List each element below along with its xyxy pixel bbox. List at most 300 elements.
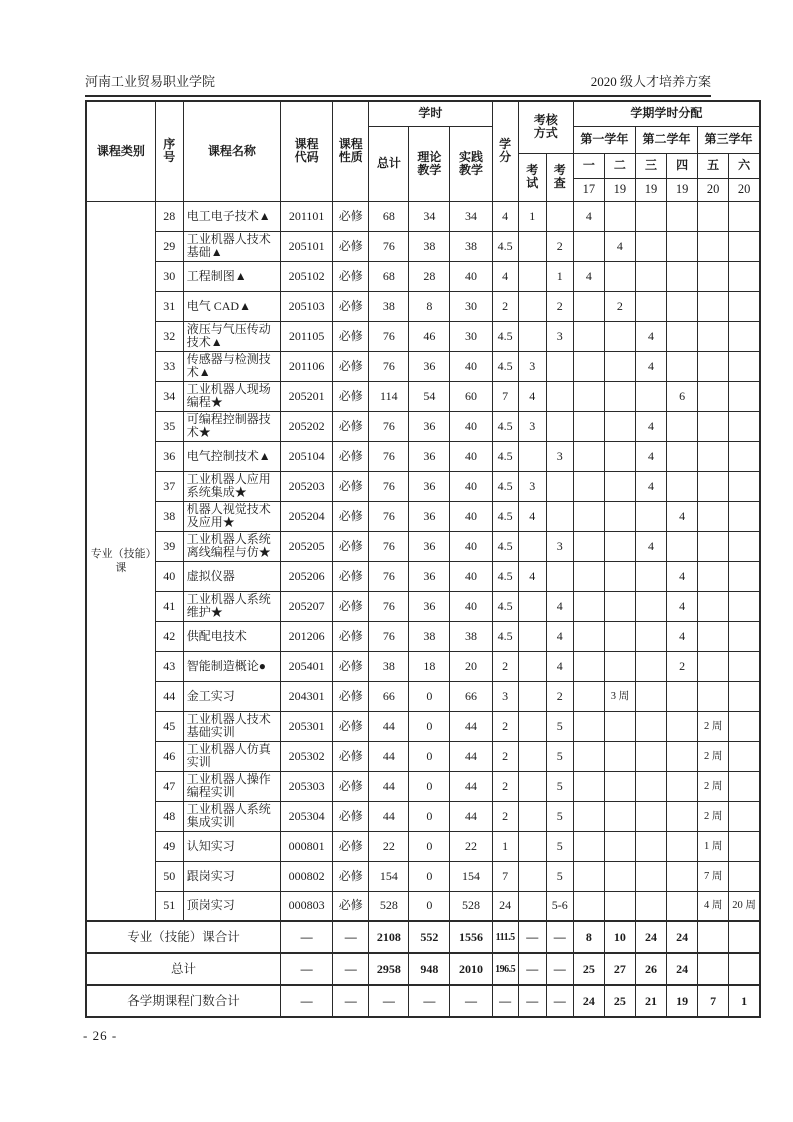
- course-name-cell: 顶岗实习: [183, 891, 280, 921]
- sem-4-cell: [667, 531, 698, 561]
- course-nature-cell: 必修: [333, 531, 369, 561]
- credits-cell: 4.5: [492, 321, 518, 351]
- table-row: [86, 531, 760, 561]
- hours-practice-cell: 40: [450, 501, 492, 531]
- hours-practice-cell: 40: [450, 591, 492, 621]
- seq-cell: 35: [155, 411, 183, 441]
- sem-4-cell: [667, 861, 698, 891]
- sem-2-cell: [604, 381, 635, 411]
- course-code-cell: 205201: [281, 381, 333, 411]
- sem-2-cell: [604, 411, 635, 441]
- hours-practice-cell: 38: [450, 231, 492, 261]
- course-nature-cell: 必修: [333, 291, 369, 321]
- summary-row: [86, 921, 760, 953]
- table-row: [86, 411, 760, 441]
- check-cell: 5: [546, 801, 573, 831]
- sem-6-cell: [729, 681, 760, 711]
- sem-3-cell: [635, 621, 666, 651]
- col-header-sem-1: 一: [573, 153, 604, 178]
- sem-3-cell: 4: [635, 411, 666, 441]
- hours-practice-cell: 2010: [450, 953, 492, 985]
- credits-cell: 4.5: [492, 621, 518, 651]
- course-name-cell: 工业机器人技术基础实训: [183, 711, 280, 741]
- sem-6-cell: [729, 831, 760, 861]
- table-row: [86, 711, 760, 741]
- credits-cell: 2: [492, 801, 518, 831]
- course-name-cell: 电气控制技术▲: [183, 441, 280, 471]
- course-nature-cell: 必修: [333, 231, 369, 261]
- summary-label: 专业（技能）课合计: [86, 921, 281, 953]
- course-name-cell: 跟岗实习: [183, 861, 280, 891]
- sem-5-cell: [698, 621, 729, 651]
- sem-5-cell: [698, 921, 729, 953]
- sem-3-cell: 26: [635, 953, 666, 985]
- sem-5-cell: [698, 591, 729, 621]
- sem-5-cell: [698, 441, 729, 471]
- course-nature-cell: 必修: [333, 651, 369, 681]
- credits-cell: 4.5: [492, 501, 518, 531]
- course-nature-cell: 必修: [333, 441, 369, 471]
- sem-5-cell: [698, 681, 729, 711]
- course-nature-cell: 必修: [333, 351, 369, 381]
- sem-6-cell: [729, 201, 760, 231]
- hours-theory-label: 理论教学: [417, 149, 442, 177]
- table-row: [86, 381, 760, 411]
- check-cell: 3: [546, 321, 573, 351]
- sem-2-cell: 2: [604, 291, 635, 321]
- exam-cell: [518, 891, 546, 921]
- credits-cell: 4.5: [492, 351, 518, 381]
- hours-total-cell: 44: [369, 771, 409, 801]
- sem-4-cell: [667, 441, 698, 471]
- sem-1-cell: 4: [573, 201, 604, 231]
- course-name-cell: 虚拟仪器: [183, 561, 280, 591]
- sem-2-cell: [604, 531, 635, 561]
- sem-1-cell: [573, 471, 604, 501]
- check-cell: —: [546, 985, 573, 1017]
- exam-cell: [518, 531, 546, 561]
- hours-total-cell: 68: [369, 201, 409, 231]
- sem-5-cell: 7 周: [698, 861, 729, 891]
- course-name-cell: 传感器与检测技术▲: [183, 351, 280, 381]
- seq-cell: 37: [155, 471, 183, 501]
- hours-theory-cell: —: [409, 985, 450, 1017]
- sem-6-cell: [729, 861, 760, 891]
- sem-2-cell: 27: [604, 953, 635, 985]
- exam-cell: [518, 261, 546, 291]
- sem-4-cell: 4: [667, 621, 698, 651]
- check-cell: —: [546, 921, 573, 953]
- sem-2-cell: 25: [604, 985, 635, 1017]
- exam-cell: [518, 831, 546, 861]
- hours-practice-cell: 40: [450, 411, 492, 441]
- sem-2-cell: [604, 621, 635, 651]
- col-header-check: 考查: [546, 153, 573, 201]
- course-nature-cell: 必修: [333, 471, 369, 501]
- course-code-cell: 205204: [281, 501, 333, 531]
- sem-4-cell: [667, 711, 698, 741]
- course-name-cell: 可编程控制器技术★: [183, 411, 280, 441]
- credits-cell: 2: [492, 771, 518, 801]
- table-row: [86, 471, 760, 501]
- exam-cell: [518, 681, 546, 711]
- sem-4-cell: 2: [667, 651, 698, 681]
- hours-theory-cell: 36: [409, 441, 450, 471]
- table-row: [86, 231, 760, 261]
- check-cell: [546, 471, 573, 501]
- credits-cell: 4: [492, 261, 518, 291]
- check-cell: 2: [546, 681, 573, 711]
- course-nature-cell: 必修: [333, 891, 369, 921]
- course-code-cell: 205302: [281, 741, 333, 771]
- credits-cell: 4.5: [492, 411, 518, 441]
- hours-practice-cell: 22: [450, 831, 492, 861]
- course-code-cell: —: [281, 953, 333, 985]
- hours-practice-cell: 44: [450, 801, 492, 831]
- sem-6-cell: [729, 621, 760, 651]
- sem-4-cell: [667, 351, 698, 381]
- course-code-cell: 205104: [281, 441, 333, 471]
- hours-theory-cell: 36: [409, 591, 450, 621]
- hours-total-cell: 44: [369, 801, 409, 831]
- hours-total-cell: 76: [369, 591, 409, 621]
- sem-5-cell: [698, 381, 729, 411]
- sem-4-cell: [667, 471, 698, 501]
- credits-cell: 24: [492, 891, 518, 921]
- course-code-label: 课程代码: [294, 137, 319, 165]
- summary-label: 各学期课程门数合计: [86, 985, 281, 1017]
- sem-4-cell: [667, 231, 698, 261]
- course-nature-cell: 必修: [333, 711, 369, 741]
- course-rows: [86, 201, 760, 921]
- hours-total-cell: 76: [369, 351, 409, 381]
- sem-4-cell: [667, 291, 698, 321]
- sem-1-cell: [573, 651, 604, 681]
- sem-1-cell: [573, 741, 604, 771]
- course-name-cell: 液压与气压传动技术▲: [183, 321, 280, 351]
- check-cell: 4: [546, 591, 573, 621]
- course-nature-cell: 必修: [333, 831, 369, 861]
- sem-2-cell: [604, 801, 635, 831]
- sem-2-cell: [604, 321, 635, 351]
- sem-1-cell: [573, 501, 604, 531]
- sem-1-cell: 8: [573, 921, 604, 953]
- summary-rows: [86, 921, 760, 1017]
- credits-cell: 7: [492, 381, 518, 411]
- check-cell: [546, 411, 573, 441]
- sem-2-cell: [604, 831, 635, 861]
- hours-total-cell: —: [369, 985, 409, 1017]
- col-header-sem-2: 二: [604, 153, 635, 178]
- exam-cell: [518, 621, 546, 651]
- table-row: [86, 621, 760, 651]
- table-header: [86, 101, 760, 201]
- course-code-cell: 201101: [281, 201, 333, 231]
- course-name-cell: 电工电子技术▲: [183, 201, 280, 231]
- hours-total-cell: 44: [369, 711, 409, 741]
- hours-practice-cell: 44: [450, 741, 492, 771]
- check-cell: 1: [546, 261, 573, 291]
- course-code-cell: 204301: [281, 681, 333, 711]
- sem-5-cell: [698, 321, 729, 351]
- table-row: [86, 861, 760, 891]
- curriculum-table: [85, 100, 761, 1018]
- sem-6-cell: [729, 771, 760, 801]
- credits-cell: 4.5: [492, 471, 518, 501]
- sem-5-cell: 2 周: [698, 801, 729, 831]
- col-header-hours-total: 总计: [369, 126, 409, 201]
- col-header-year2: 第二学年: [635, 126, 697, 153]
- credits-cell: 2: [492, 291, 518, 321]
- check-cell: 5: [546, 861, 573, 891]
- sem-3-cell: [635, 771, 666, 801]
- check-cell: 2: [546, 291, 573, 321]
- course-name-cell: 认知实习: [183, 831, 280, 861]
- seq-cell: 50: [155, 861, 183, 891]
- col-header-seq: 序号: [155, 101, 183, 201]
- category-cell: 专业（技能）课: [86, 201, 155, 921]
- seq-cell: 31: [155, 291, 183, 321]
- sem-5-cell: 7: [698, 985, 729, 1017]
- course-name-cell: 智能制造概论●: [183, 651, 280, 681]
- sem-3-cell: 4: [635, 441, 666, 471]
- credits-cell: 196.5: [492, 953, 518, 985]
- col-header-sem-6: 六: [729, 153, 760, 178]
- sem-4-cell: [667, 831, 698, 861]
- exam-cell: —: [518, 921, 546, 953]
- hours-theory-cell: 36: [409, 561, 450, 591]
- sem-6-cell: [729, 261, 760, 291]
- sem-6-cell: [729, 711, 760, 741]
- course-code-cell: 205207: [281, 591, 333, 621]
- seq-cell: 44: [155, 681, 183, 711]
- hours-practice-cell: 60: [450, 381, 492, 411]
- hours-total-cell: 66: [369, 681, 409, 711]
- hours-theory-cell: 36: [409, 531, 450, 561]
- check-cell: —: [546, 953, 573, 985]
- sem-3-cell: [635, 561, 666, 591]
- sem-3-cell: [635, 711, 666, 741]
- exam-cell: [518, 441, 546, 471]
- table-row: [86, 831, 760, 861]
- sem-3-cell: [635, 231, 666, 261]
- hours-total-cell: 2108: [369, 921, 409, 953]
- seq-cell: 48: [155, 801, 183, 831]
- sem-5-cell: [698, 201, 729, 231]
- sem-weeks-6: 20: [729, 178, 760, 201]
- table-row: [86, 201, 760, 231]
- table-row: [86, 681, 760, 711]
- seq-cell: 40: [155, 561, 183, 591]
- sem-1-cell: [573, 291, 604, 321]
- hours-practice-cell: 66: [450, 681, 492, 711]
- hours-total-cell: 22: [369, 831, 409, 861]
- sem-4-cell: [667, 261, 698, 291]
- credits-cell: 4.5: [492, 561, 518, 591]
- seq-cell: 32: [155, 321, 183, 351]
- exam-cell: 4: [518, 501, 546, 531]
- hours-theory-cell: 552: [409, 921, 450, 953]
- sem-2-cell: [604, 561, 635, 591]
- table-row: [86, 351, 760, 381]
- hours-total-cell: 76: [369, 501, 409, 531]
- course-code-cell: 201206: [281, 621, 333, 651]
- exam-cell: [518, 711, 546, 741]
- check-cell: 5-6: [546, 891, 573, 921]
- sem-4-cell: 6: [667, 381, 698, 411]
- hours-practice-cell: 40: [450, 351, 492, 381]
- exam-cell: [518, 771, 546, 801]
- sem-5-cell: [698, 291, 729, 321]
- sem-2-cell: [604, 711, 635, 741]
- sem-weeks-2: 19: [604, 178, 635, 201]
- sem-2-cell: 3 周: [604, 681, 635, 711]
- sem-1-cell: [573, 801, 604, 831]
- seq-cell: 47: [155, 771, 183, 801]
- seq-cell: 45: [155, 711, 183, 741]
- course-nature-cell: —: [333, 985, 369, 1017]
- sem-4-cell: 4: [667, 561, 698, 591]
- hours-total-cell: 528: [369, 891, 409, 921]
- check-cell: 5: [546, 831, 573, 861]
- sem-4-cell: [667, 321, 698, 351]
- sem-6-cell: [729, 231, 760, 261]
- seq-cell: 28: [155, 201, 183, 231]
- course-name-cell: 供配电技术: [183, 621, 280, 651]
- sem-6-cell: [729, 921, 760, 953]
- hours-total-cell: 76: [369, 231, 409, 261]
- check-cell: 5: [546, 741, 573, 771]
- table-row: [86, 741, 760, 771]
- hours-practice-cell: 528: [450, 891, 492, 921]
- sem-1-cell: [573, 771, 604, 801]
- summary-row: [86, 985, 760, 1017]
- course-nature-cell: 必修: [333, 561, 369, 591]
- sem-5-cell: [698, 231, 729, 261]
- check-cell: [546, 501, 573, 531]
- col-header-assessment: [518, 101, 573, 153]
- sem-4-cell: 24: [667, 953, 698, 985]
- sem-1-cell: 24: [573, 985, 604, 1017]
- course-name-cell: 工业机器人应用系统集成★: [183, 471, 280, 501]
- hours-practice-cell: 44: [450, 711, 492, 741]
- course-nature-cell: 必修: [333, 501, 369, 531]
- sem-5-cell: [698, 531, 729, 561]
- sem-2-cell: [604, 741, 635, 771]
- hours-practice-cell: 34: [450, 201, 492, 231]
- sem-5-cell: [698, 561, 729, 591]
- sem-4-cell: [667, 681, 698, 711]
- sem-2-cell: 4: [604, 231, 635, 261]
- col-header-category: 课程类别: [86, 101, 155, 201]
- hours-theory-cell: 0: [409, 831, 450, 861]
- hours-total-cell: 76: [369, 321, 409, 351]
- course-nature-label: 课程性质: [338, 137, 363, 165]
- hours-total-cell: 154: [369, 861, 409, 891]
- sem-1-cell: [573, 891, 604, 921]
- sem-5-cell: 1 周: [698, 831, 729, 861]
- credits-cell: 4.5: [492, 441, 518, 471]
- col-header-sem-3: 三: [635, 153, 666, 178]
- exam-cell: 3: [518, 351, 546, 381]
- sem-6-cell: [729, 351, 760, 381]
- table-row: [86, 441, 760, 471]
- sem-5-cell: 2 周: [698, 711, 729, 741]
- hours-theory-cell: 18: [409, 651, 450, 681]
- sem-4-cell: [667, 201, 698, 231]
- hours-practice-cell: 40: [450, 471, 492, 501]
- sem-6-cell: [729, 953, 760, 985]
- sem-1-cell: [573, 381, 604, 411]
- doc-title-left: 河南工业贸易职业学院: [85, 74, 216, 89]
- check-cell: 4: [546, 621, 573, 651]
- seq-cell: 34: [155, 381, 183, 411]
- credits-cell: 4: [492, 201, 518, 231]
- col-header-semester-alloc: 学期学时分配: [573, 101, 760, 126]
- table-row: [86, 261, 760, 291]
- sem-3-cell: [635, 891, 666, 921]
- course-name-cell: 工业机器人仿真实训: [183, 741, 280, 771]
- exam-cell: 4: [518, 381, 546, 411]
- course-nature-cell: —: [333, 921, 369, 953]
- exam-cell: 1: [518, 201, 546, 231]
- sem-weeks-1: 17: [573, 178, 604, 201]
- sem-6-cell: 1: [729, 985, 760, 1017]
- col-header-year1: 第一学年: [573, 126, 635, 153]
- exam-cell: [518, 861, 546, 891]
- seq-cell: 41: [155, 591, 183, 621]
- check-cell: [546, 561, 573, 591]
- sem-1-cell: 4: [573, 261, 604, 291]
- credits-cell: 1: [492, 831, 518, 861]
- sem-2-cell: [604, 771, 635, 801]
- sem-1-cell: [573, 681, 604, 711]
- hours-theory-cell: 36: [409, 351, 450, 381]
- sem-6-cell: [729, 381, 760, 411]
- exam-cell: [518, 321, 546, 351]
- col-header-hours: 学时: [369, 101, 492, 126]
- hours-theory-cell: 36: [409, 411, 450, 441]
- hours-total-cell: 44: [369, 741, 409, 771]
- sem-5-cell: [698, 261, 729, 291]
- course-nature-cell: 必修: [333, 411, 369, 441]
- exam-cell: [518, 231, 546, 261]
- course-code-cell: 205301: [281, 711, 333, 741]
- exam-cell: [518, 801, 546, 831]
- hours-theory-cell: 34: [409, 201, 450, 231]
- course-code-cell: 205205: [281, 531, 333, 561]
- seq-cell: 39: [155, 531, 183, 561]
- sem-3-cell: [635, 801, 666, 831]
- sem-4-cell: [667, 771, 698, 801]
- hours-theory-cell: 948: [409, 953, 450, 985]
- check-cell: [546, 351, 573, 381]
- check-cell: 3: [546, 441, 573, 471]
- course-nature-cell: 必修: [333, 801, 369, 831]
- credits-cell: 3: [492, 681, 518, 711]
- course-code-cell: 205303: [281, 771, 333, 801]
- sem-6-cell: [729, 411, 760, 441]
- hours-theory-cell: 36: [409, 501, 450, 531]
- seq-cell: 43: [155, 651, 183, 681]
- sem-1-cell: [573, 621, 604, 651]
- hours-theory-cell: 0: [409, 711, 450, 741]
- hours-total-cell: 2958: [369, 953, 409, 985]
- sem-6-cell: [729, 741, 760, 771]
- sem-3-cell: [635, 591, 666, 621]
- sem-3-cell: 21: [635, 985, 666, 1017]
- hours-theory-cell: 38: [409, 621, 450, 651]
